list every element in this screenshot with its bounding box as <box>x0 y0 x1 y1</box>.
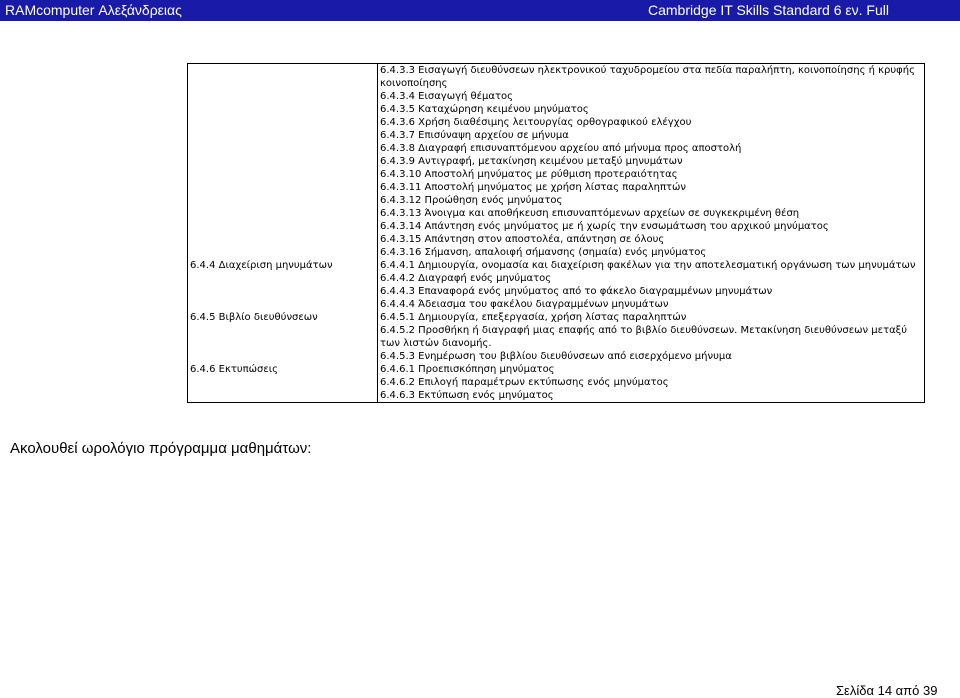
list-item: 6.4.4.3 Επαναφορά ενός μηνύματος από το φάκελο διαγραμμένων μηνυμάτων <box>380 286 773 297</box>
items-cell <box>378 311 924 363</box>
list-item: 6.4.6.2 Επιλογή παραμέτρων εκτύπωσης ενός μηνύματος <box>380 377 669 388</box>
items-cell <box>378 259 924 311</box>
header-company: RAMcomputer Αλεξάνδρειας <box>5 2 182 18</box>
list-item: 6.4.3.14 Απάντηση ενός μηνύματος με ή χωρίς την ενσωμάτωση του αρχικού μηνύματος <box>380 221 829 232</box>
list-item: 6.4.5.2 Προσθήκη ή διαγραφή μιας επαφής από το βιβλίο διευθύνσεων. Μετακίνηση διευθύνσεων μεταξύ των λιστών διανομής. <box>380 325 908 349</box>
list-item: 6.4.3.6 Χρήση διαθέσιμης λειτουργίας ορθογραφικού ελέγχου <box>380 117 692 128</box>
section-cell: 6.4.5 Βιβλίο διευθύνσεων <box>188 311 378 363</box>
list-item: 6.4.5.3 Ενημέρωση του βιβλίου διευθύνσεων από εισερχόμενο μήνυμα <box>380 351 732 362</box>
items-cell <box>378 363 924 402</box>
table-row <box>188 363 924 402</box>
list-item: 6.4.3.16 Σήμανση, απαλοιφή σήμανσης (σημαία) ενός μηνύματος <box>380 247 707 258</box>
table-row <box>188 259 924 311</box>
list-item: 6.4.3.13 Άνοιγμα και αποθήκευση επισυναπτόμενων αρχείων σε συγκεκριμένη θέση <box>380 208 800 219</box>
list-item: 6.4.3.12 Προώθηση ενός μηνύματος <box>380 195 563 206</box>
list-item: 6.4.4.2 Διαγραφή ενός μηνύματος <box>380 273 552 284</box>
list-item: 6.4.3.11 Αποστολή μηνύματος με χρήση λίστας παραληπτών <box>380 182 687 193</box>
table-row <box>188 311 924 363</box>
list-item: 6.4.3.9 Αντιγραφή, μετακίνηση κειμένου μεταξύ μηνυμάτων <box>380 156 683 167</box>
list-item: 6.4.3.3 Εισαγωγή διευθύνσεων ηλεκτρονικού ταχυδρομείου στα πεδία παραλήπτη, κοινοποίησης ή κρυφής κοινοποίησης <box>380 65 915 89</box>
section-cell <box>188 64 378 259</box>
list-item: 6.4.4.1 Δημιουργία, ονομασία και διαχείριση φακέλων για την αποτελεσματική οργάνωση των μηνυμάτων <box>380 260 916 271</box>
page-number: Σελίδα 14 από 39 <box>836 683 938 698</box>
section-cell: 6.4.6 Εκτυπώσεις <box>188 363 378 402</box>
list-item: 6.4.3.10 Αποστολή μηνύματος με ρύθμιση προτεραιότητας <box>380 169 678 180</box>
list-item: 6.4.5.1 Δημιουργία, επεξεργασία, χρήση λίστας παραληπτών <box>380 312 687 323</box>
list-item: 6.4.4.4 Άδειασμα του φακέλου διαγραμμένων μηνυμάτων <box>380 299 669 310</box>
syllabus-table <box>187 63 925 403</box>
list-item: 6.4.3.7 Επισύναψη αρχείου σε μήνυμα <box>380 130 569 141</box>
list-item: 6.4.3.8 Διαγραφή επισυναπτόμενου αρχείου από μήνυμα προς αποστολή <box>380 143 742 154</box>
list-item: 6.4.6.1 Προεπισκόπηση μηνύματος <box>380 364 555 375</box>
page-header <box>0 0 960 21</box>
list-item: 6.4.6.3 Εκτύπωση ενός μηνύματος <box>380 390 554 401</box>
list-item: 6.4.3.15 Απάντηση στον αποστολέα, απάντηση σε όλους <box>380 234 665 245</box>
header-course: Cambridge IT Skills Standard 6 εν. Full <box>648 2 889 18</box>
section-cell: 6.4.4 Διαχείριση μηνυμάτων <box>188 259 378 311</box>
list-item: 6.4.3.4 Εισαγωγή θέματος <box>380 91 514 102</box>
items-cell <box>378 64 924 259</box>
table-row <box>188 64 924 259</box>
list-item: 6.4.3.5 Καταχώρηση κειμένου μηνύματος <box>380 104 589 115</box>
schedule-heading: Ακολουθεί ωρολόγιο πρόγραμμα μαθημάτων: <box>10 440 312 457</box>
